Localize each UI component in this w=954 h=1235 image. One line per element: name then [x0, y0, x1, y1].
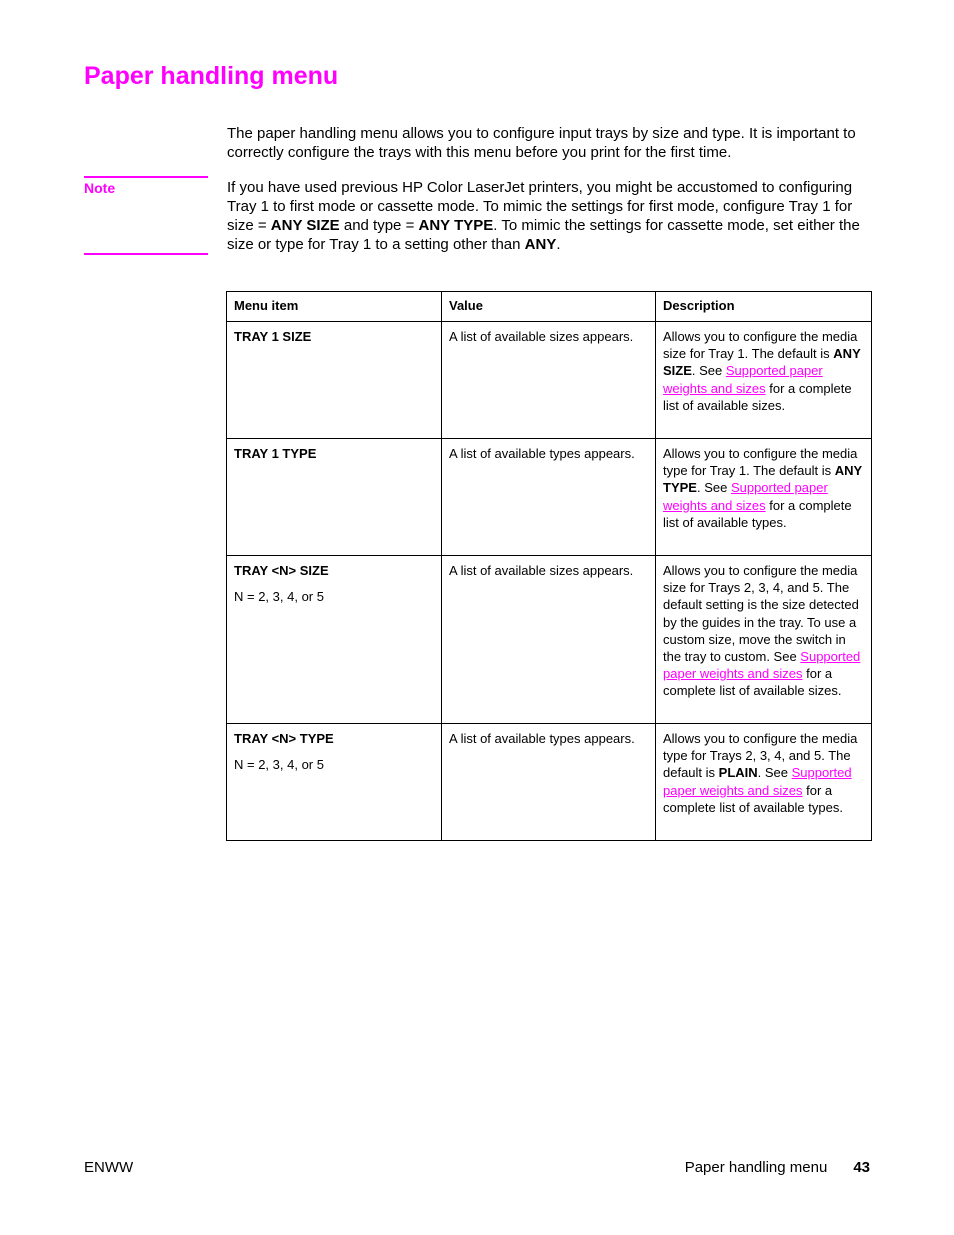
- menu-item-note: N = 2, 3, 4, or 5: [234, 589, 324, 605]
- note-bottom-rule: [84, 253, 208, 255]
- footer-locale: ENWW: [84, 1159, 134, 1176]
- description-cell: Allows you to configure the media type for Tray 1. The default is ANY TYPE. See Supported paper weights and sizes for a complete list of available types.: [656, 439, 872, 556]
- supported-paper-link[interactable]: Supported paper weights and sizes: [663, 480, 828, 513]
- value-cell: A list of available sizes appears.: [442, 322, 656, 439]
- menu-item-cell: TRAY <N> TYPE N = 2, 3, 4, or 5: [227, 724, 442, 841]
- menu-item-cell: TRAY 1 SIZE: [227, 322, 442, 439]
- value-cell: A list of available sizes appears.: [442, 556, 656, 724]
- table-row: [227, 322, 872, 439]
- table-header-row: [227, 292, 872, 322]
- menu-item-note: N = 2, 3, 4, or 5: [234, 757, 324, 773]
- note-top-rule: [84, 176, 208, 178]
- value-cell: A list of available types appears.: [442, 724, 656, 841]
- value-cell: A list of available types appears.: [442, 439, 656, 556]
- supported-paper-link[interactable]: Supported paper weights and sizes: [663, 765, 852, 798]
- supported-paper-link[interactable]: Supported paper weights and sizes: [663, 363, 823, 396]
- intro-paragraph: The paper handling menu allows you to configure input trays by size and type. It is important to correctly configure the trays with this menu before you print for the first time.: [227, 125, 856, 161]
- description-cell: Allows you to configure the media type for Trays 2, 3, 4, and 5. The default is PLAIN. See Supported paper weights and sizes for a complete list of available types.: [656, 724, 872, 841]
- description-cell: Allows you to configure the media size for Tray 1. The default is ANY SIZE. See Supported paper weights and sizes for a complete list of available sizes.: [656, 322, 872, 439]
- supported-paper-link[interactable]: Supported paper weights and sizes: [663, 649, 861, 682]
- table-row: [227, 556, 872, 724]
- menu-item-cell: TRAY 1 TYPE: [227, 439, 442, 556]
- menu-item-cell: TRAY <N> SIZE N = 2, 3, 4, or 5: [227, 556, 442, 724]
- header-value: Value: [442, 292, 656, 322]
- description-cell: Allows you to configure the media size for Trays 2, 3, 4, and 5. The default setting is the size detected by the guides in the tray. To use a custom size, move the switch in the tray to custom. See Supported paper weights and sizes for a complete list of available sizes.: [656, 556, 872, 724]
- footer-section: Paper handling menu: [684, 1159, 828, 1176]
- page-title: Paper handling menu: [84, 62, 339, 90]
- header-description: Description: [656, 292, 872, 322]
- table-row: [227, 439, 872, 556]
- note-label: Note: [84, 180, 116, 196]
- table-row: [227, 724, 872, 841]
- note-text: If you have used previous HP Color LaserJet printers, you might be accustomed to configuring Tray 1 to first mode or cassette mode. To mimic the settings for first mode, configure Tray 1 for size = ANY SIZE and type = ANY TYPE. To mimic the settings for cassette mode, set either the size or type for Tray 1 to a setting other than ANY.: [227, 179, 860, 253]
- footer-right: [685, 1159, 870, 1176]
- header-menu-item: Menu item: [227, 292, 442, 322]
- page-number: 43: [853, 1159, 870, 1176]
- paper-handling-table: [226, 291, 872, 841]
